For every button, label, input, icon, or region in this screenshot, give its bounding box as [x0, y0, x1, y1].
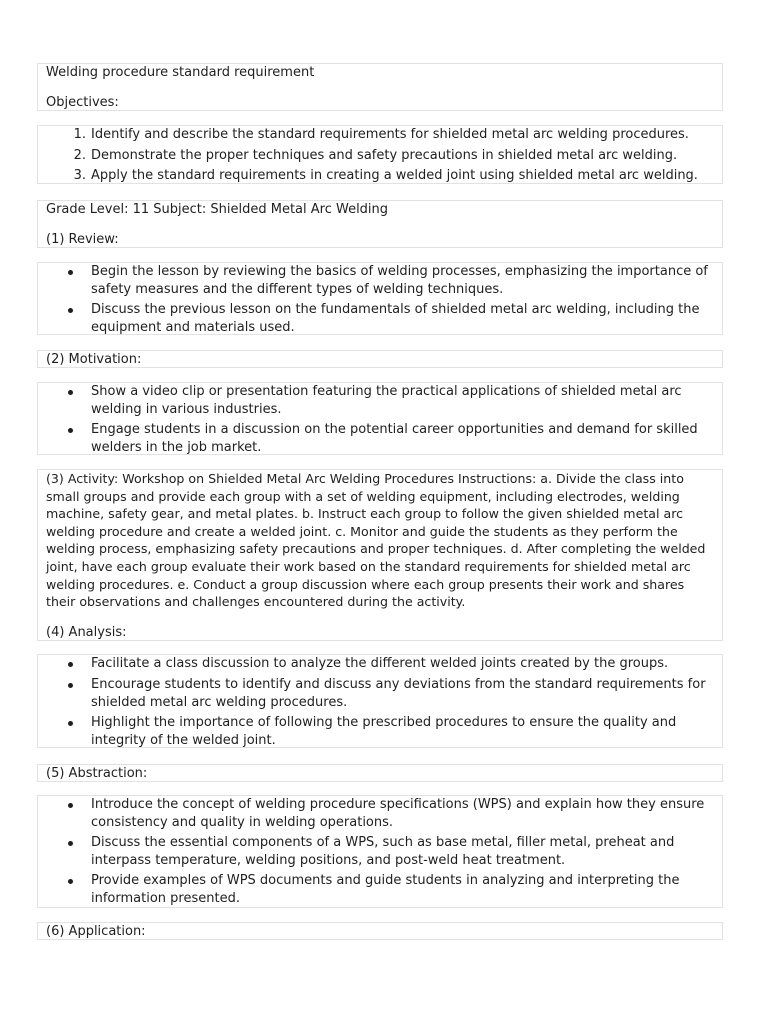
review-list	[37, 262, 723, 335]
list-item: Show a video clip or presentation featuring the practical applications of shielded metal arc welding in various industries.	[38, 383, 716, 418]
bullet-icon	[68, 721, 73, 726]
list-item: 3. Apply the standard requirements in creating a welded joint using shielded metal arc welding.	[38, 167, 716, 185]
analysis-list	[37, 654, 723, 748]
bullet-icon	[68, 683, 73, 688]
bullet-icon	[68, 841, 73, 846]
list-item: Encourage students to identify and discuss any deviations from the standard requirements for shielded metal arc welding procedures.	[38, 676, 716, 711]
motivation-list	[37, 382, 723, 455]
activity-paragraph: (3) Activity: Workshop on Shielded Metal Arc Welding Procedures Instructions: a. Divide the class into small groups and provide each group with a set of welding equipment, including electrodes, welding machine, safety gear, and metal plates. b. Instruct each group to follow the given shielded metal arc welding procedure and create a welded joint. c. Monitor and guide the students as they perform the welding process, emphasizing safety precautions and proper techniques. d. After completing the welded joint, have each group evaluate their work based on the standard requirements for shielded metal arc welding procedures. e. Conduct a group discussion where each group presents their work and shares their observations and challenges encountered during the activity.	[46, 471, 706, 610]
motivation-label: (2) Motivation:	[46, 352, 142, 367]
list-item: Discuss the previous lesson on the fundamentals of shielded metal arc welding, including the equipment and materials used.	[38, 301, 716, 336]
bullet-icon	[68, 428, 73, 433]
application-section	[37, 922, 723, 940]
bullet-icon	[68, 390, 73, 395]
bullet-icon	[68, 662, 73, 667]
application-label: (6) Application:	[46, 924, 146, 939]
list-item: Begin the lesson by reviewing the basics of welding processes, emphasizing the importance of safety measures and the different types of welding techniques.	[38, 263, 716, 298]
list-item: Discuss the essential components of a WPS, such as base metal, filler metal, preheat and interpass temperature, welding positions, and post-weld heat treatment.	[38, 834, 716, 869]
list-number: 1.	[73, 127, 86, 142]
list-item: Highlight the importance of following the prescribed procedures to ensure the quality and integrity of the welded joint.	[38, 714, 716, 749]
document-title: Welding procedure standard requirement	[46, 65, 315, 80]
review-label: (1) Review:	[46, 232, 119, 247]
title-section	[37, 63, 723, 111]
list-number: 3.	[73, 168, 86, 183]
objectives-label: Objectives:	[46, 95, 119, 110]
list-item: 1. Identify and describe the standard requirements for shielded metal arc welding procedures.	[38, 126, 716, 144]
analysis-label: (4) Analysis:	[46, 625, 127, 640]
abstraction-list	[37, 795, 723, 908]
bullet-icon	[68, 803, 73, 808]
abstraction-section	[37, 764, 723, 782]
grade-section	[37, 200, 723, 248]
list-item: Facilitate a class discussion to analyze the different welded joints created by the groups.	[38, 655, 716, 673]
grade-subject-line: Grade Level: 11 Subject: Shielded Metal Arc Welding	[46, 202, 389, 217]
bullet-icon	[68, 879, 73, 884]
bullet-icon	[68, 308, 73, 313]
list-item: 2. Demonstrate the proper techniques and safety precautions in shielded metal arc welding.	[38, 147, 716, 165]
bullet-icon	[68, 270, 73, 275]
list-item: Engage students in a discussion on the potential career opportunities and demand for skilled welders in the job market.	[38, 421, 716, 456]
activity-section	[37, 469, 723, 641]
abstraction-label: (5) Abstraction:	[46, 766, 148, 781]
list-item: Introduce the concept of welding procedure specifications (WPS) and explain how they ensure consistency and quality in welding operations.	[38, 796, 716, 831]
objectives-list	[37, 125, 723, 184]
motivation-section	[37, 350, 723, 368]
list-item: Provide examples of WPS documents and guide students in analyzing and interpreting the information presented.	[38, 872, 716, 907]
list-number: 2.	[73, 147, 86, 163]
